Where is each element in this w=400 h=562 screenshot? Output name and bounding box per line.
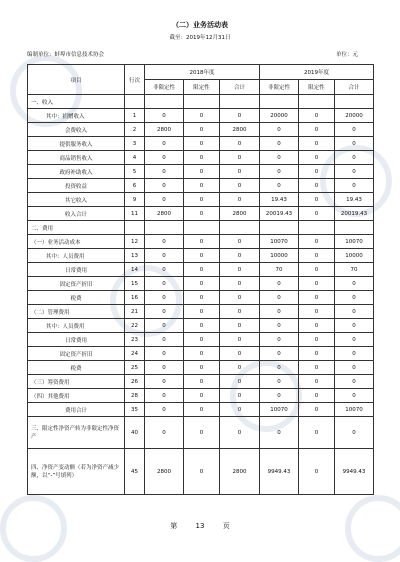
- value-2019-total: 70: [335, 263, 374, 277]
- row-number: 21: [125, 305, 145, 319]
- value-2018-unrestricted: 0: [145, 389, 184, 403]
- row-number: 45: [125, 449, 145, 495]
- page-number: 13: [195, 522, 205, 530]
- table-row: [28, 109, 374, 123]
- table-row: [28, 333, 374, 347]
- value-2018-unrestricted: 0: [145, 319, 184, 333]
- value-2018-restricted: 0: [184, 319, 220, 333]
- value-2018-restricted: 0: [184, 137, 220, 151]
- row-label: 费用合计: [28, 403, 125, 417]
- header-year-2018: 2018年度: [145, 65, 260, 80]
- value-2019-unrestricted: 0: [260, 361, 299, 375]
- value-2018-restricted: [184, 221, 220, 235]
- row-label: 其中：人员费用: [28, 249, 125, 263]
- unit-label: 单位：元: [336, 52, 359, 58]
- value-2018-restricted: 0: [184, 193, 220, 207]
- value-2018-total: 0: [220, 389, 260, 403]
- row-number: 16: [125, 291, 145, 305]
- value-2019-unrestricted: 9949.43: [260, 449, 299, 495]
- value-2018-total: 2800: [220, 207, 260, 221]
- row-number: 3: [125, 137, 145, 151]
- value-2019-restricted: 0: [299, 207, 335, 221]
- value-2019-restricted: [299, 95, 335, 109]
- row-label: （四）其他费用: [28, 389, 125, 403]
- row-number: 14: [125, 263, 145, 277]
- value-2019-restricted: 0: [299, 165, 335, 179]
- table-row: [28, 347, 374, 361]
- value-2018-total: [220, 95, 260, 109]
- value-2019-total: [335, 221, 374, 235]
- value-2018-restricted: 0: [184, 389, 220, 403]
- table-row: [28, 263, 374, 277]
- row-label: 提供服务收入: [28, 137, 125, 151]
- value-2018-unrestricted: 0: [145, 249, 184, 263]
- value-2018-restricted: 0: [184, 305, 220, 319]
- row-label: 固定资产折旧: [28, 347, 125, 361]
- table-row: [28, 389, 374, 403]
- value-2018-restricted: 0: [184, 109, 220, 123]
- table-row: [28, 305, 374, 319]
- document-title: （二）业务活动表: [172, 21, 228, 29]
- table-row: [28, 403, 374, 417]
- value-2019-total: 0: [335, 151, 374, 165]
- row-label: （一）业务活动成本: [28, 235, 125, 249]
- value-2019-total: 0: [335, 291, 374, 305]
- value-2019-restricted: 0: [299, 235, 335, 249]
- value-2018-total: 0: [220, 137, 260, 151]
- header-row-no: 行次: [125, 65, 145, 95]
- row-number: 5: [125, 165, 145, 179]
- row-number: 12: [125, 235, 145, 249]
- value-2018-total: 0: [220, 403, 260, 417]
- value-2018-unrestricted: 0: [145, 165, 184, 179]
- row-number: 6: [125, 179, 145, 193]
- value-2018-unrestricted: 0: [145, 291, 184, 305]
- value-2019-unrestricted: 0: [260, 417, 299, 449]
- value-2018-unrestricted: [145, 221, 184, 235]
- value-2019-total: [335, 95, 374, 109]
- header-unrestricted: 非限定性: [145, 80, 184, 95]
- value-2019-restricted: 0: [299, 449, 335, 495]
- header-item: 项目: [28, 65, 125, 95]
- table-row: [28, 193, 374, 207]
- header-unrestricted: 非限定性: [260, 80, 299, 95]
- value-2018-restricted: 0: [184, 235, 220, 249]
- value-2019-restricted: 0: [299, 291, 335, 305]
- row-label: 政府补助收入: [28, 165, 125, 179]
- value-2019-total: 0: [335, 137, 374, 151]
- value-2018-unrestricted: 0: [145, 305, 184, 319]
- row-label: 日常费用: [28, 333, 125, 347]
- header-total: 合计: [335, 80, 374, 95]
- value-2019-restricted: 0: [299, 305, 335, 319]
- value-2019-unrestricted: 10070: [260, 235, 299, 249]
- table-row: [28, 137, 374, 151]
- value-2018-total: 0: [220, 109, 260, 123]
- date-line: 截至：2019年12月31日: [169, 35, 231, 41]
- value-2019-total: 0: [335, 389, 374, 403]
- table-row: [28, 235, 374, 249]
- row-label: 其中：捐赠收入: [28, 109, 125, 123]
- value-2019-restricted: 0: [299, 333, 335, 347]
- value-2018-unrestricted: 0: [145, 235, 184, 249]
- table-row: [28, 123, 374, 137]
- value-2019-total: 20019.43: [335, 207, 374, 221]
- header-restricted: 限定性: [299, 80, 335, 95]
- value-2018-unrestricted: 0: [145, 137, 184, 151]
- table-row: [28, 319, 374, 333]
- value-2019-restricted: 0: [299, 123, 335, 137]
- value-2018-restricted: 0: [184, 333, 220, 347]
- value-2018-total: 0: [220, 235, 260, 249]
- value-2018-restricted: 0: [184, 403, 220, 417]
- value-2019-restricted: 0: [299, 375, 335, 389]
- value-2019-unrestricted: 0: [260, 375, 299, 389]
- value-2019-unrestricted: 0: [260, 389, 299, 403]
- row-label: 收入合计: [28, 207, 125, 221]
- value-2018-total: 0: [220, 375, 260, 389]
- value-2018-total: 0: [220, 333, 260, 347]
- value-2018-unrestricted: 0: [145, 151, 184, 165]
- value-2019-restricted: 0: [299, 361, 335, 375]
- value-2018-unrestricted: 2800: [145, 207, 184, 221]
- value-2019-restricted: 0: [299, 193, 335, 207]
- value-2018-restricted: 0: [184, 417, 220, 449]
- value-2018-total: 2800: [220, 449, 260, 495]
- value-2018-unrestricted: 0: [145, 361, 184, 375]
- table-row: [28, 417, 374, 449]
- row-number: 13: [125, 249, 145, 263]
- value-2018-total: [220, 221, 260, 235]
- value-2019-total: 0: [335, 361, 374, 375]
- value-2019-total: 10070: [335, 235, 374, 249]
- value-2018-unrestricted: 0: [145, 333, 184, 347]
- value-2019-unrestricted: 0: [260, 165, 299, 179]
- value-2018-unrestricted: 0: [145, 417, 184, 449]
- value-2019-total: 9949.43: [335, 449, 374, 495]
- value-2018-total: 0: [220, 277, 260, 291]
- value-2018-unrestricted: 0: [145, 193, 184, 207]
- row-label: 税费: [28, 291, 125, 305]
- value-2018-restricted: 0: [184, 165, 220, 179]
- header-year-2019: 2019年度: [260, 65, 374, 80]
- value-2019-unrestricted: 0: [260, 291, 299, 305]
- row-label: 会费收入: [28, 123, 125, 137]
- value-2019-unrestricted: 70: [260, 263, 299, 277]
- value-2018-restricted: 0: [184, 179, 220, 193]
- table-row: [28, 151, 374, 165]
- value-2019-total: 0: [335, 305, 374, 319]
- value-2019-total: 0: [335, 347, 374, 361]
- header-restricted: 限定性: [184, 80, 220, 95]
- table-row: [28, 165, 374, 179]
- value-2019-unrestricted: 0: [260, 179, 299, 193]
- value-2018-restricted: 0: [184, 123, 220, 137]
- value-2019-total: 0: [335, 417, 374, 449]
- value-2018-total: 0: [220, 151, 260, 165]
- row-number: 15: [125, 277, 145, 291]
- value-2019-restricted: 0: [299, 389, 335, 403]
- row-label: （三）筹资费用: [28, 375, 125, 389]
- value-2019-total: 0: [335, 123, 374, 137]
- value-2018-unrestricted: 2800: [145, 449, 184, 495]
- value-2019-restricted: 0: [299, 403, 335, 417]
- value-2018-restricted: 0: [184, 207, 220, 221]
- value-2018-unrestricted: 0: [145, 109, 184, 123]
- value-2019-total: 0: [335, 319, 374, 333]
- row-label: 四、净资产变动额（若为净资产减少额，以“-”号填列）: [28, 449, 125, 495]
- value-2019-restricted: 0: [299, 417, 335, 449]
- table-row: [28, 361, 374, 375]
- value-2019-unrestricted: 0: [260, 319, 299, 333]
- row-number: 25: [125, 361, 145, 375]
- row-number: 11: [125, 207, 145, 221]
- value-2019-unrestricted: 20019.43: [260, 207, 299, 221]
- value-2018-restricted: [184, 95, 220, 109]
- table-row: [28, 291, 374, 305]
- value-2019-unrestricted: 19.43: [260, 193, 299, 207]
- business-activity-table: [27, 64, 374, 495]
- row-number: [125, 95, 145, 109]
- row-number: 1: [125, 109, 145, 123]
- value-2018-total: 0: [220, 193, 260, 207]
- value-2019-unrestricted: 10000: [260, 249, 299, 263]
- value-2018-total: 0: [220, 305, 260, 319]
- value-2018-restricted: 0: [184, 291, 220, 305]
- table-row: [28, 375, 374, 389]
- value-2019-restricted: 0: [299, 263, 335, 277]
- row-label: 其中：人员费用: [28, 319, 125, 333]
- value-2019-restricted: 0: [299, 151, 335, 165]
- value-2019-restricted: 0: [299, 249, 335, 263]
- value-2018-restricted: 0: [184, 375, 220, 389]
- value-2019-unrestricted: 0: [260, 151, 299, 165]
- value-2018-unrestricted: 0: [145, 403, 184, 417]
- value-2019-unrestricted: 0: [260, 137, 299, 151]
- value-2019-unrestricted: [260, 221, 299, 235]
- table-row: [28, 221, 374, 235]
- header-total: 合计: [220, 80, 260, 95]
- value-2019-total: 0: [335, 165, 374, 179]
- value-2019-unrestricted: 0: [260, 277, 299, 291]
- value-2019-unrestricted: [260, 95, 299, 109]
- value-2019-unrestricted: 20000: [260, 109, 299, 123]
- value-2019-unrestricted: 0: [260, 347, 299, 361]
- value-2019-total: 20000: [335, 109, 374, 123]
- value-2018-restricted: 0: [184, 449, 220, 495]
- row-label: 税费: [28, 361, 125, 375]
- value-2019-total: 0: [335, 179, 374, 193]
- value-2019-restricted: 0: [299, 319, 335, 333]
- row-number: 26: [125, 375, 145, 389]
- value-2018-total: 0: [220, 361, 260, 375]
- row-label: 一、收入: [28, 95, 125, 109]
- value-2018-unrestricted: 2800: [145, 123, 184, 137]
- table-row: [28, 449, 374, 495]
- value-2019-unrestricted: 0: [260, 305, 299, 319]
- row-label: 投资收益: [28, 179, 125, 193]
- row-label: 日常费用: [28, 263, 125, 277]
- table-row: [28, 179, 374, 193]
- value-2018-total: 0: [220, 249, 260, 263]
- value-2019-restricted: 0: [299, 347, 335, 361]
- organization-label: 编制单位：蚌埠市信息技术协会: [27, 52, 105, 58]
- value-2018-total: 0: [220, 291, 260, 305]
- row-number: 35: [125, 403, 145, 417]
- row-number: [125, 221, 145, 235]
- row-number: 28: [125, 389, 145, 403]
- value-2018-total: 0: [220, 347, 260, 361]
- row-label: 二、费用: [28, 221, 125, 235]
- row-label: 商品销售收入: [28, 151, 125, 165]
- value-2018-total: 0: [220, 179, 260, 193]
- table-row: [28, 249, 374, 263]
- row-label: 三、限定性净资产转为非限定性净资产: [28, 417, 125, 449]
- value-2019-unrestricted: 0: [260, 333, 299, 347]
- row-label: 其它收入: [28, 193, 125, 207]
- row-label: 固定资产折旧: [28, 277, 125, 291]
- value-2018-unrestricted: 0: [145, 375, 184, 389]
- value-2018-unrestricted: 0: [145, 347, 184, 361]
- value-2019-total: 0: [335, 277, 374, 291]
- value-2018-unrestricted: 0: [145, 179, 184, 193]
- value-2019-total: 0: [335, 333, 374, 347]
- value-2019-restricted: [299, 221, 335, 235]
- row-number: 23: [125, 333, 145, 347]
- row-number: 22: [125, 319, 145, 333]
- value-2018-unrestricted: [145, 95, 184, 109]
- row-number: 40: [125, 417, 145, 449]
- value-2018-unrestricted: 0: [145, 277, 184, 291]
- value-2018-total: 2800: [220, 123, 260, 137]
- page-prefix: 第: [170, 522, 178, 530]
- table-row: [28, 277, 374, 291]
- value-2019-restricted: 0: [299, 179, 335, 193]
- value-2019-unrestricted: 0: [260, 123, 299, 137]
- value-2019-total: 19.43: [335, 193, 374, 207]
- page-footer: [0, 521, 400, 531]
- value-2019-restricted: 0: [299, 109, 335, 123]
- value-2018-restricted: 0: [184, 249, 220, 263]
- row-number: 9: [125, 193, 145, 207]
- value-2019-total: 10070: [335, 403, 374, 417]
- value-2018-total: 0: [220, 319, 260, 333]
- value-2019-unrestricted: 10070: [260, 403, 299, 417]
- value-2018-unrestricted: 0: [145, 263, 184, 277]
- value-2019-total: 10000: [335, 249, 374, 263]
- table-row: [28, 207, 374, 221]
- value-2018-restricted: 0: [184, 347, 220, 361]
- value-2018-restricted: 0: [184, 361, 220, 375]
- value-2018-total: 0: [220, 263, 260, 277]
- row-number: 4: [125, 151, 145, 165]
- value-2019-restricted: 0: [299, 137, 335, 151]
- row-label: （二）管理费用: [28, 305, 125, 319]
- page-suffix: 页: [222, 522, 230, 530]
- table-row: [28, 95, 374, 109]
- value-2018-restricted: 0: [184, 277, 220, 291]
- value-2018-total: 0: [220, 417, 260, 449]
- value-2018-total: 0: [220, 165, 260, 179]
- value-2018-restricted: 0: [184, 263, 220, 277]
- value-2019-total: 0: [335, 375, 374, 389]
- row-number: 24: [125, 347, 145, 361]
- value-2019-restricted: 0: [299, 277, 335, 291]
- value-2018-restricted: 0: [184, 151, 220, 165]
- row-number: 2: [125, 123, 145, 137]
